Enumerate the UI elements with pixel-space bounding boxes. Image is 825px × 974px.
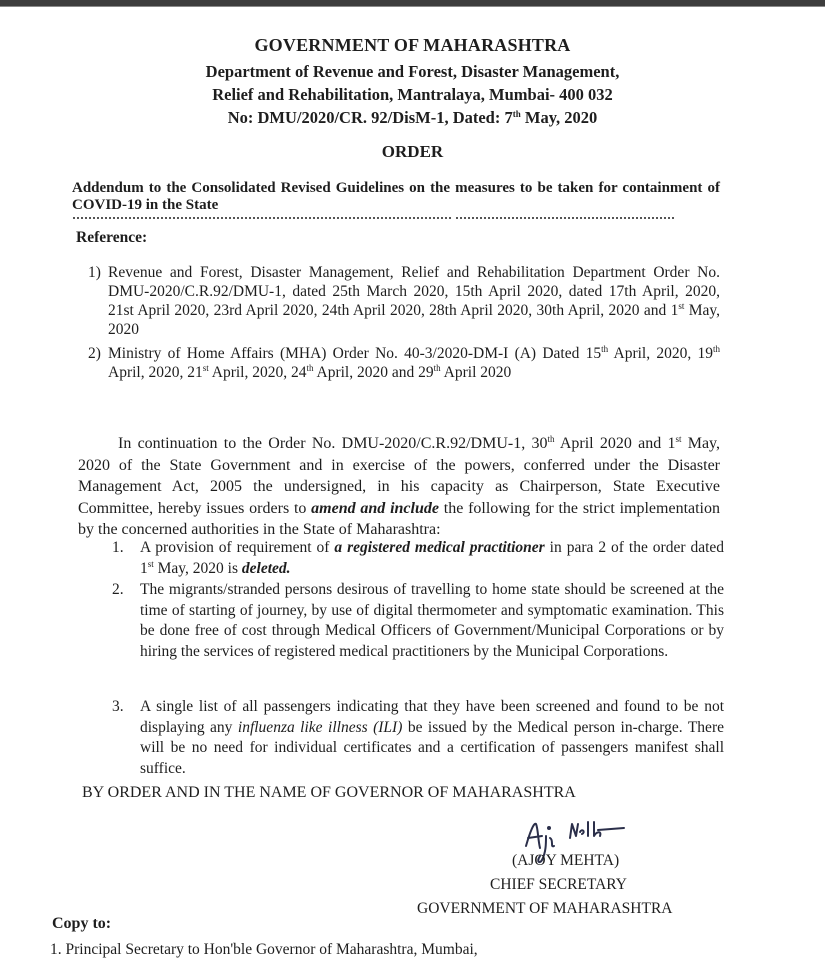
order-subject: Addendum to the Consolidated Revised Guidelines on the measures to be taken for containment of COVID-19 in the State [72,180,720,213]
order-title: ORDER [381,142,444,161]
header-order-number: No: DMU/2020/CR. 92/DisM-1, Dated: 7th May, 2020 [227,108,598,127]
header-government: GOVERNMENT OF MAHARASHTRA [254,35,571,55]
signatory-name: (AJOY MEHTA) [512,852,620,869]
reference-item: 1) Revenue and Forest, Disaster Management, Relief and Rehabilitation Department Order No. DMU-2020/C.R.92/DMU-1, dated 25th March 2020, 15th April 2020, dated 17th April, 2020, 21st April 2020, 23rd April 2020, 24th April 2020, 28th April 2020, 30th April, 2020 and 1st May, 2020 [88,264,720,338]
order-item: 3. A single list of all passengers indicating that they have been screened and found to be not displaying any influenza like illness (ILI) be issued by the Medical person in-charge. There will be no need for individual certificates and a certification of passengers manifest shall suffice. [112,698,724,777]
reference-label: Reference: [76,229,148,246]
separator-left [73,217,451,219]
order-item: 2. The migrants/stranded persons desirous of travelling to home state should be screened at the time of starting of journey, by use of digital thermometer and symptomatic examination. This be done free of cost through Medical Officers of Government/Municipal Corporations or by hiring the services of registered medical practitioners by the Municipal Corporations. [112,581,724,660]
header-department-line2: Relief and Rehabilitation, Mantralaya, Mumbai- 400 032 [212,85,613,104]
body-paragraph: In continuation to the Order No. DMU-2020/C.R.92/DMU-1, 30th April 2020 and 1st May, 2020 of the State Government and in exercise of the powers, conferred under the Disaster Management Act, 2005 the undersigned, in his capacity as Chairperson, State Executive Committee, hereby issues orders to amend and include the following for the strict implementation by the concerned authorities in the State of Maharashtra: [78,434,721,538]
copy-to-item: 1. Principal Secretary to Hon'ble Governor of Maharashtra, Mumbai, [50,941,478,958]
signatory-organization: GOVERNMENT OF MAHARASHTRA [417,900,673,917]
order-item: 1. A provision of requirement of a registered medical practitioner in para 2 of the order dated 1st May, 2020 is deleted. [112,539,725,577]
copy-to-label: Copy to: [52,915,112,932]
by-order-line: BY ORDER AND IN THE NAME OF GOVERNOR OF MAHARASHTRA [82,784,576,801]
viewer-top-bar [0,0,825,7]
reference-item: 2) Ministry of Home Affairs (MHA) Order No. 40-3/2020-DM-I (A) Dated 15th April, 2020, 19th April, 2020, 21st April, 2020, 24th April, 2020 and 29th April 2020 [88,344,720,381]
emphasis-text: amend and include [311,499,439,517]
signatory-title: CHIEF SECRETARY [490,876,627,893]
header-department-line1: Department of Revenue and Forest, Disaster Management, [205,62,620,81]
separator-right [456,217,674,219]
